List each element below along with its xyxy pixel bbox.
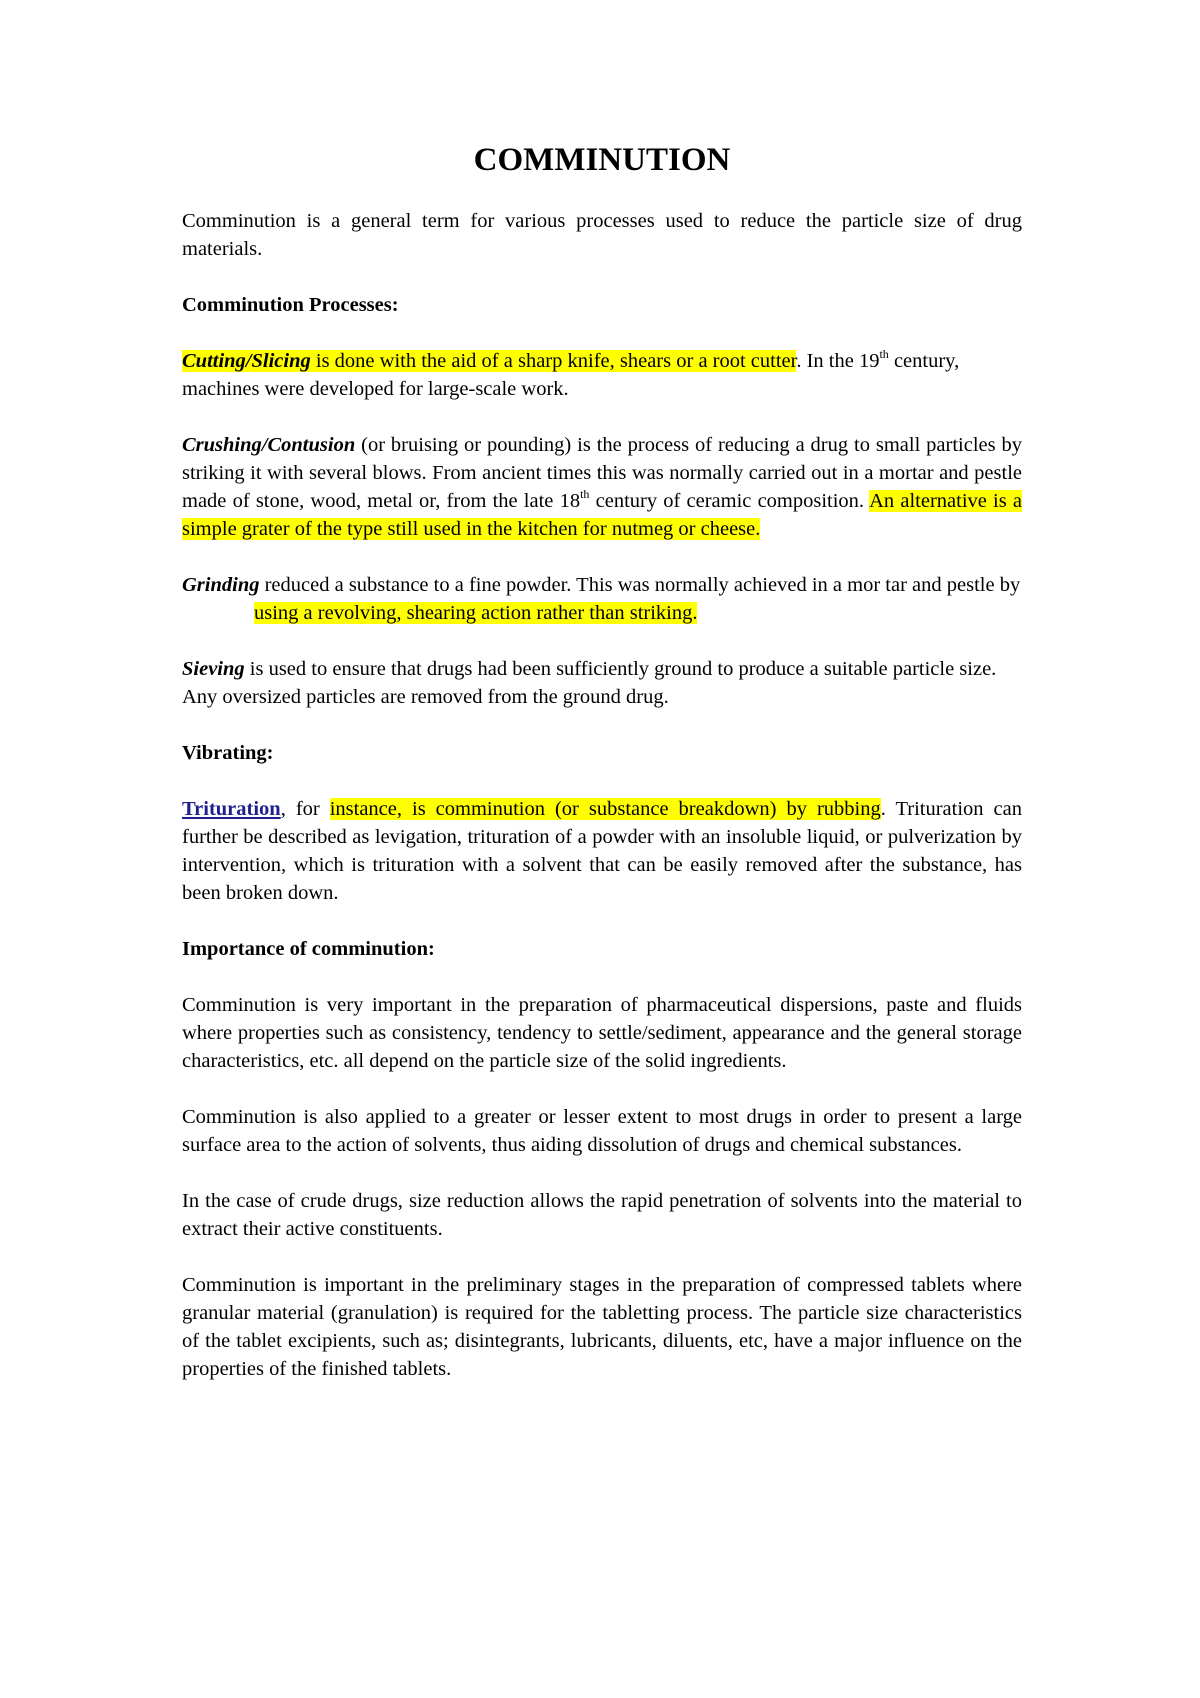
crushing-term: Crushing/Contusion bbox=[182, 434, 356, 456]
trituration-paragraph bbox=[182, 795, 1022, 907]
importance-paragraph-2: Comminution is also applied to a greater or lesser extent to most drugs in order to present a large surface area to the action of solvents, thus aiding dissolution of drugs and chemical substances. bbox=[182, 1106, 1022, 1156]
crushing-highlight: An alternative is a simple grater of the type still used in the kitchen for nutmeg or cheese. bbox=[182, 490, 1023, 540]
importance-paragraph-3: In the case of crude drugs, size reduction allows the rapid penetration of solvents into the material to extract their active constituents. bbox=[182, 1190, 1022, 1240]
cutting-text-1: . In the 19 bbox=[796, 350, 880, 372]
importance-paragraph-4: Comminution is important in the preliminary stages in the preparation of compressed tablets where granular material (granulation) is required for the tabletting process. The particle size characteristics of the tablet excipients, such as; disintegrants, lubricants, diluents, etc, have a major influence on the properties of the finished tablets. bbox=[182, 1274, 1022, 1380]
vibrating-heading: Vibrating: bbox=[182, 742, 274, 764]
crushing-text-2: century of ceramic composition. bbox=[589, 490, 870, 512]
grinding-paragraph bbox=[182, 571, 1022, 627]
importance-paragraph-1: Comminution is very important in the preparation of pharmaceutical dispersions, paste and fluids where properties such as consistency, tendency to settle/sediment, appearance and the general storage characteristics, etc. all depend on the particle size of the solid ingredients. bbox=[182, 994, 1022, 1072]
trituration-text-1: , for bbox=[280, 798, 330, 820]
processes-heading: Comminution Processes: bbox=[182, 294, 399, 316]
cutting-highlight: is done with the aid of a sharp knife, shears or a root cutter bbox=[310, 350, 797, 372]
trituration-highlight: instance, is comminution (or substance breakdown) by rubbing bbox=[329, 798, 881, 820]
crushing-text-1: (or bruising or pounding) is the process of reducing a drug to small particles by striking it with several blows. From ancient times this was normally carried out in a mortar and pestle made of stone, wood, metal or, from the late 18 bbox=[182, 434, 1022, 512]
trituration-text-2: . Trituration can further be described as levigation, trituration of a powder with an insoluble liquid, or pulverization by intervention, which is trituration with a solvent that can be easily removed after the substance, has been broken down. bbox=[182, 798, 1022, 904]
sieving-text-1: is used to ensure that drugs had been sufficiently ground to produce a suitable particle size. Any oversized particles are removed from the ground drug. bbox=[182, 658, 997, 708]
document-page bbox=[182, 140, 1022, 1411]
importance-heading: Importance of comminution: bbox=[182, 938, 435, 960]
grinding-term: Grinding bbox=[182, 574, 260, 596]
crushing-paragraph bbox=[182, 431, 1022, 543]
page-title: COMMINUTION bbox=[473, 142, 731, 178]
trituration-link[interactable]: Trituration bbox=[182, 798, 281, 820]
crushing-superscript: th bbox=[580, 487, 590, 501]
intro-paragraph: Comminution is a general term for various processes used to reduce the particle size of drug materials. bbox=[182, 210, 1022, 260]
grinding-highlight: using a revolving, shearing action rather than striking. bbox=[254, 602, 698, 624]
sieving-paragraph bbox=[182, 655, 1022, 711]
sieving-term: Sieving bbox=[182, 658, 245, 680]
cutting-paragraph bbox=[182, 347, 1022, 403]
cutting-superscript: th bbox=[879, 347, 889, 361]
cutting-text-2: century, machines were developed for large-scale work. bbox=[182, 350, 960, 400]
grinding-text-1: reduced a substance to a fine powder. This was normally achieved in a mor tar and pestle by bbox=[259, 574, 1021, 596]
cutting-term: Cutting/Slicing bbox=[182, 350, 311, 372]
